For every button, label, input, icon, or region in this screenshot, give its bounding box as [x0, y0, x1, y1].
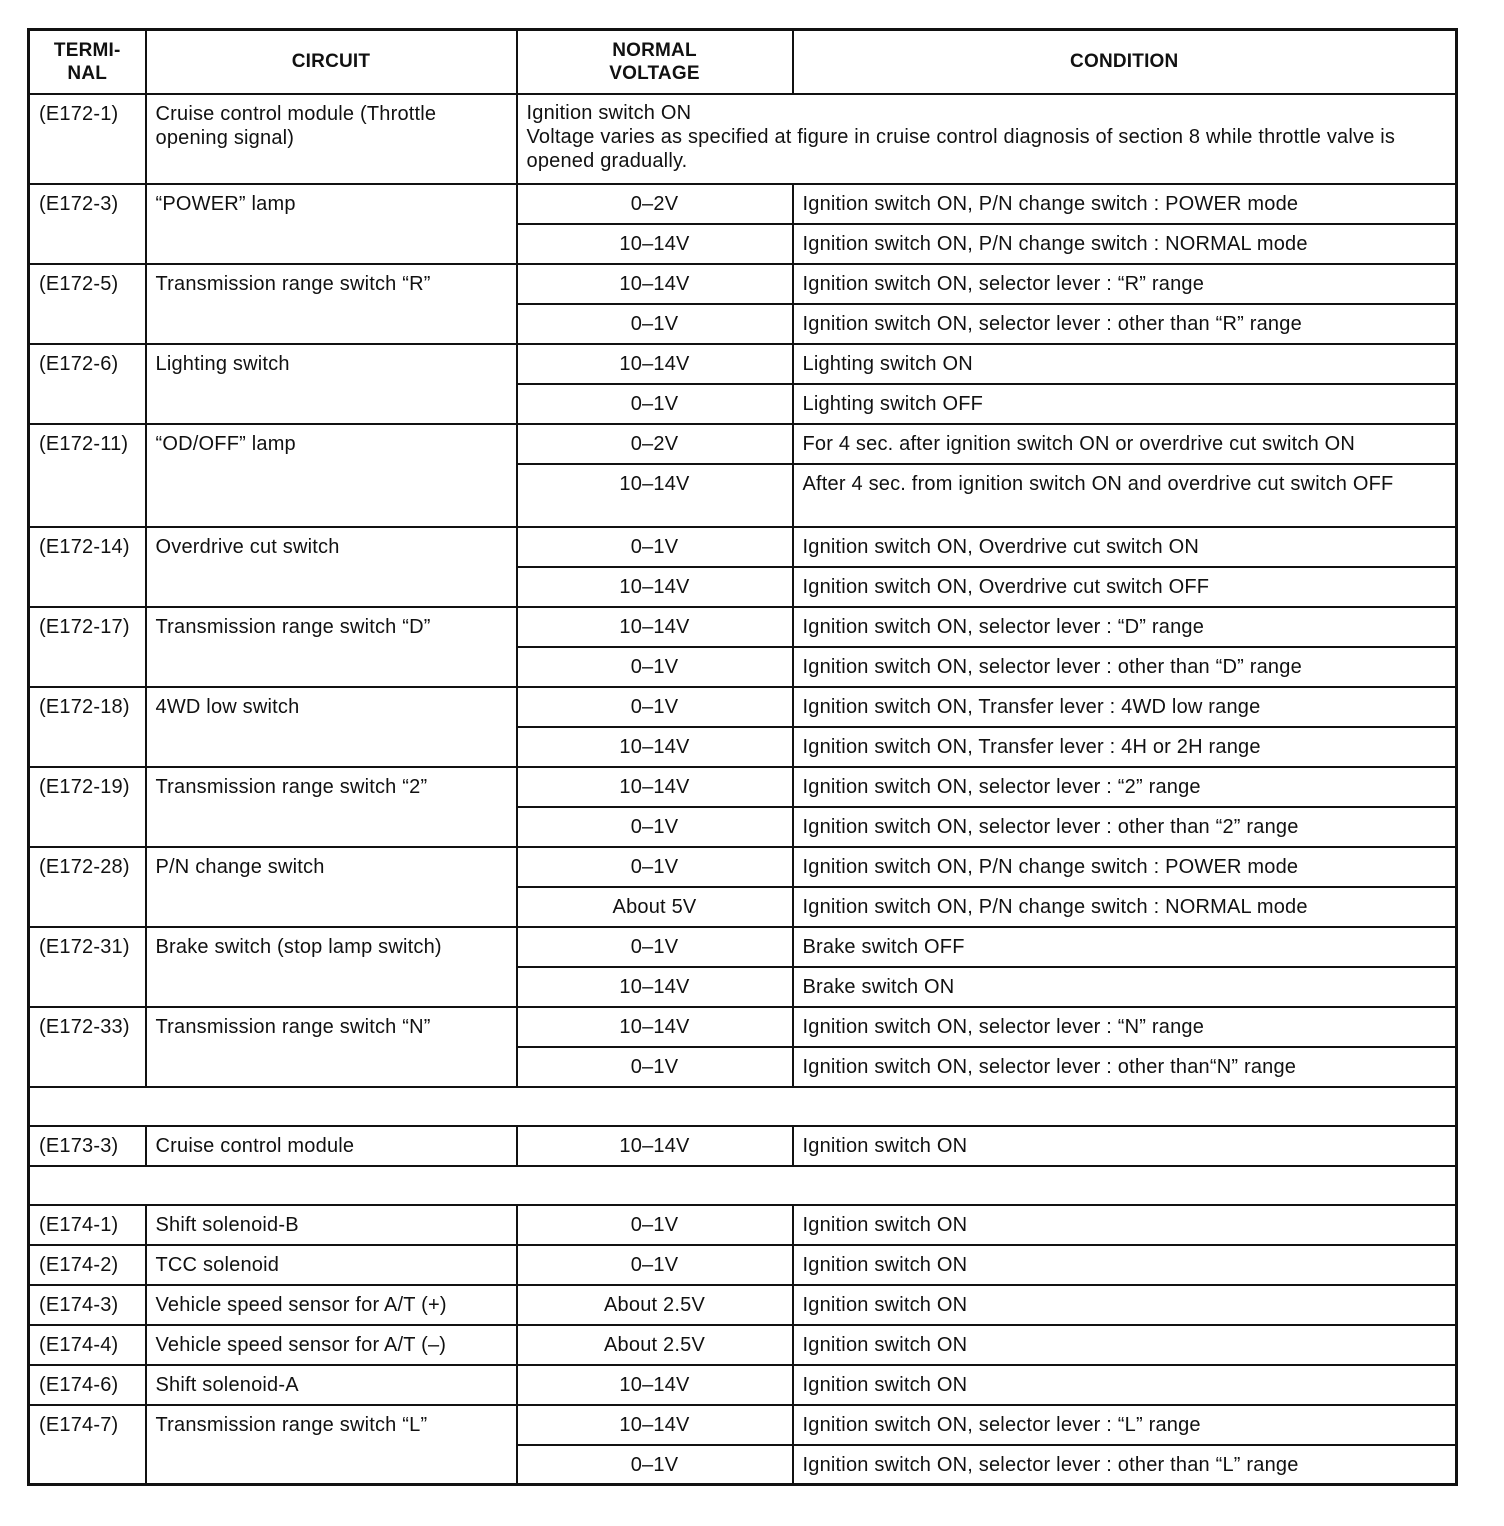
terminal-cell: (E172-6)	[29, 344, 146, 424]
voltage-cell: 10–14V	[517, 727, 793, 767]
condition-cell: Ignition switch ON	[793, 1126, 1457, 1166]
voltage-cell: 10–14V	[517, 967, 793, 1007]
table-row	[29, 184, 1457, 224]
circuit-cell: Shift solenoid-B	[146, 1205, 517, 1245]
condition-cell: Ignition switch ON, P/N change switch : NORMAL mode	[793, 224, 1457, 264]
header-terminal: TERMI- NAL	[29, 30, 146, 94]
header-condition: CONDITION	[793, 30, 1457, 94]
circuit-cell: P/N change switch	[146, 847, 517, 927]
voltage-cell: About 2.5V	[517, 1325, 793, 1365]
condition-cell: Lighting switch OFF	[793, 384, 1457, 424]
note-cell: Ignition switch ON Voltage varies as specified at figure in cruise control diagnosis of section 8 while throttle valve is opened gradually.	[517, 94, 1457, 184]
condition-cell: Ignition switch ON, selector lever : “N” range	[793, 1007, 1457, 1047]
voltage-cell: 10–14V	[517, 767, 793, 807]
table-row	[29, 344, 1457, 384]
condition-cell: Ignition switch ON, P/N change switch : NORMAL mode	[793, 887, 1457, 927]
header-circuit: CIRCUIT	[146, 30, 517, 94]
voltage-cell: 0–1V	[517, 807, 793, 847]
condition-cell: Ignition switch ON, selector lever : other than “D” range	[793, 647, 1457, 687]
voltage-cell: 0–1V	[517, 1245, 793, 1285]
condition-cell: After 4 sec. from ignition switch ON and overdrive cut switch OFF	[793, 464, 1457, 527]
voltage-cell: 10–14V	[517, 224, 793, 264]
terminal-cell: (E172-19)	[29, 767, 146, 847]
voltage-cell: 0–1V	[517, 1047, 793, 1087]
voltage-cell: 10–14V	[517, 607, 793, 647]
voltage-cell: 10–14V	[517, 1405, 793, 1445]
condition-cell: For 4 sec. after ignition switch ON or overdrive cut switch ON	[793, 424, 1457, 464]
condition-cell: Ignition switch ON	[793, 1205, 1457, 1245]
circuit-cell: Transmission range switch “L”	[146, 1405, 517, 1485]
circuit-cell: “POWER” lamp	[146, 184, 517, 264]
voltage-cell: 0–1V	[517, 384, 793, 424]
voltage-cell: 10–14V	[517, 1365, 793, 1405]
voltage-cell: 10–14V	[517, 264, 793, 304]
circuit-cell: Cruise control module	[146, 1126, 517, 1166]
separator-row	[29, 1166, 1457, 1205]
condition-cell: Ignition switch ON, selector lever : other than “R” range	[793, 304, 1457, 344]
circuit-cell: Vehicle speed sensor for A/T (+)	[146, 1285, 517, 1325]
voltage-cell: 0–1V	[517, 1445, 793, 1485]
terminal-cell: (E172-33)	[29, 1007, 146, 1087]
condition-cell: Ignition switch ON, selector lever : “D” range	[793, 607, 1457, 647]
blank-cell	[29, 1087, 1457, 1126]
voltage-cell: 0–1V	[517, 304, 793, 344]
terminal-cell: (E174-4)	[29, 1325, 146, 1365]
condition-cell: Ignition switch ON	[793, 1285, 1457, 1325]
table-row	[29, 687, 1457, 727]
voltage-cell: 10–14V	[517, 464, 793, 527]
table-row	[29, 607, 1457, 647]
voltage-cell: 10–14V	[517, 567, 793, 607]
circuit-cell: TCC solenoid	[146, 1245, 517, 1285]
condition-cell: Ignition switch ON, selector lever : other than “2” range	[793, 807, 1457, 847]
table-row	[29, 927, 1457, 967]
voltage-cell: About 5V	[517, 887, 793, 927]
circuit-cell: Vehicle speed sensor for A/T (–)	[146, 1325, 517, 1365]
circuit-cell: Shift solenoid-A	[146, 1365, 517, 1405]
condition-cell: Ignition switch ON, P/N change switch : POWER mode	[793, 847, 1457, 887]
condition-cell: Ignition switch ON, selector lever : “2” range	[793, 767, 1457, 807]
terminal-cell: (E172-18)	[29, 687, 146, 767]
circuit-cell: 4WD low switch	[146, 687, 517, 767]
condition-cell: Ignition switch ON	[793, 1365, 1457, 1405]
terminal-cell: (E172-3)	[29, 184, 146, 264]
voltage-cell: About 2.5V	[517, 1285, 793, 1325]
terminal-cell: (E172-17)	[29, 607, 146, 687]
header-voltage: NORMAL VOLTAGE	[517, 30, 793, 94]
circuit-cell: Overdrive cut switch	[146, 527, 517, 607]
circuit-cell: Transmission range switch “R”	[146, 264, 517, 344]
separator-row	[29, 1087, 1457, 1126]
terminal-cell: (E174-2)	[29, 1245, 146, 1285]
terminal-cell: (E174-1)	[29, 1205, 146, 1245]
condition-cell: Ignition switch ON	[793, 1245, 1457, 1285]
terminal-cell: (E174-7)	[29, 1405, 146, 1485]
voltage-cell: 10–14V	[517, 1126, 793, 1166]
table-row	[29, 1245, 1457, 1285]
table-row	[29, 767, 1457, 807]
header-row	[29, 30, 1457, 94]
table-row	[29, 1007, 1457, 1047]
terminal-cell: (E174-6)	[29, 1365, 146, 1405]
condition-cell: Lighting switch ON	[793, 344, 1457, 384]
voltage-cell: 0–2V	[517, 184, 793, 224]
blank-cell	[29, 1166, 1457, 1205]
circuit-cell: Transmission range switch “2”	[146, 767, 517, 847]
circuit-cell: Transmission range switch “D”	[146, 607, 517, 687]
voltage-cell: 0–1V	[517, 1205, 793, 1245]
table-row	[29, 264, 1457, 304]
condition-cell: Ignition switch ON, Transfer lever : 4WD low range	[793, 687, 1457, 727]
table-row	[29, 1325, 1457, 1365]
condition-cell: Ignition switch ON, selector lever : “L” range	[793, 1405, 1457, 1445]
condition-cell: Ignition switch ON	[793, 1325, 1457, 1365]
terminal-cell: (E172-31)	[29, 927, 146, 1007]
terminal-cell: (E172-14)	[29, 527, 146, 607]
circuit-cell: “OD/OFF” lamp	[146, 424, 517, 527]
table-row	[29, 1365, 1457, 1405]
condition-cell: Brake switch OFF	[793, 927, 1457, 967]
table-row	[29, 94, 1457, 184]
voltage-cell: 0–1V	[517, 527, 793, 567]
table-row	[29, 527, 1457, 567]
table-row	[29, 847, 1457, 887]
circuit-cell: Cruise control module (Throttle opening signal)	[146, 94, 517, 184]
table-row	[29, 424, 1457, 464]
voltage-cell: 10–14V	[517, 344, 793, 384]
table-row	[29, 1205, 1457, 1245]
table-row	[29, 1405, 1457, 1445]
circuit-cell: Lighting switch	[146, 344, 517, 424]
circuit-cell: Brake switch (stop lamp switch)	[146, 927, 517, 1007]
circuit-cell: Transmission range switch “N”	[146, 1007, 517, 1087]
voltage-cell: 0–1V	[517, 647, 793, 687]
condition-cell: Ignition switch ON, Overdrive cut switch OFF	[793, 567, 1457, 607]
condition-cell: Ignition switch ON, selector lever : “R” range	[793, 264, 1457, 304]
condition-cell: Ignition switch ON, Overdrive cut switch ON	[793, 527, 1457, 567]
voltage-cell: 0–1V	[517, 687, 793, 727]
terminal-voltage-table	[27, 28, 1458, 1486]
voltage-cell: 0–2V	[517, 424, 793, 464]
terminal-cell: (E174-3)	[29, 1285, 146, 1325]
terminal-cell: (E173-3)	[29, 1126, 146, 1166]
condition-cell: Ignition switch ON, P/N change switch : POWER mode	[793, 184, 1457, 224]
table-row	[29, 1126, 1457, 1166]
voltage-cell: 10–14V	[517, 1007, 793, 1047]
table-row	[29, 1285, 1457, 1325]
voltage-cell: 0–1V	[517, 847, 793, 887]
condition-cell: Brake switch ON	[793, 967, 1457, 1007]
terminal-cell: (E172-1)	[29, 94, 146, 184]
condition-cell: Ignition switch ON, selector lever : other than “L” range	[793, 1445, 1457, 1485]
terminal-cell: (E172-28)	[29, 847, 146, 927]
voltage-cell: 0–1V	[517, 927, 793, 967]
terminal-cell: (E172-11)	[29, 424, 146, 527]
condition-cell: Ignition switch ON, Transfer lever : 4H or 2H range	[793, 727, 1457, 767]
terminal-cell: (E172-5)	[29, 264, 146, 344]
condition-cell: Ignition switch ON, selector lever : other than“N” range	[793, 1047, 1457, 1087]
